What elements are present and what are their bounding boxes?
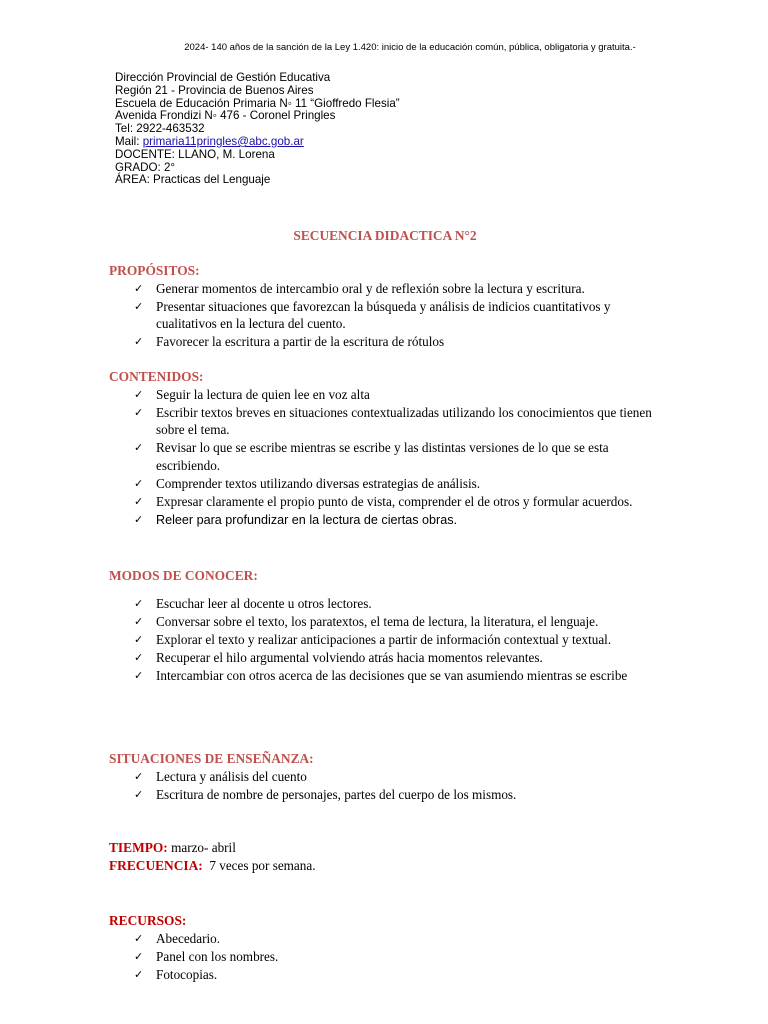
check-icon: ✓ (134, 335, 144, 348)
contenidos-section (109, 368, 669, 530)
list-item: ✓ Lectura y análisis del cuento (134, 768, 307, 784)
document-title: SECUENCIA DIDACTICA N°2 (293, 228, 477, 243)
tiempo-section (109, 839, 669, 874)
modos-section (109, 567, 669, 685)
check-icon: ✓ (134, 441, 144, 454)
list-item: ✓ Expresar claramente el propio punto de vista, comprender el de otros y formular acuerdos. (134, 493, 633, 509)
check-icon: ✓ (134, 931, 144, 945)
list-item: ✓ Seguir la lectura de quien lee en voz alta (134, 386, 370, 402)
header-area: ÁREA: Practicas del Lenguaje (115, 173, 271, 187)
frecuencia-label: FRECUENCIA: (109, 857, 203, 873)
header-teacher: DOCENTE: LLANO, M. Lorena (115, 147, 275, 161)
header-phone: Tel: 2922-463532 (115, 122, 205, 136)
list-item: ✓ Presentar situaciones que favorezcan la búsqueda y análisis de indicios cuantitativos y cualitativos en la lectura del cuento. (134, 298, 611, 331)
header-mail-row (115, 136, 400, 149)
check-icon: ✓ (134, 405, 144, 419)
check-icon: ✓ (134, 632, 144, 646)
check-icon: ✓ (134, 787, 144, 801)
check-icon: ✓ (134, 769, 144, 783)
check-icon: ✓ (134, 596, 144, 610)
frecuencia-value: 7 veces por semana. (202, 857, 316, 873)
check-icon: ✓ (134, 650, 144, 664)
propositos-section (109, 262, 669, 351)
list-item: ✓ Comprender textos utilizando diversas estrategias de análisis. (134, 475, 481, 491)
check-icon: ✓ (134, 476, 144, 490)
mail-label: Mail: (115, 134, 143, 148)
list-item: ✓ Escritura de nombre de personajes, partes del cuerpo de los mismos. (134, 786, 517, 802)
check-icon: ✓ (134, 281, 144, 295)
list-item: ✓ Panel con los nombres. (134, 948, 279, 964)
check-icon: ✓ (134, 614, 144, 628)
header-note: 2024- 140 años de la sanción de la Ley 1.420: inicio de la educación común, pública, obligatoria y gratuita.- (184, 42, 636, 53)
header-grade: GRADO: 2° (115, 160, 176, 174)
section-heading: PROPÓSITOS: (109, 263, 200, 278)
list-item: ✓ Abecedario. (134, 930, 221, 946)
school-header (115, 72, 400, 187)
check-icon: ✓ (134, 967, 144, 981)
header-line: Región 21 - Provincia de Buenos Aires (115, 83, 314, 97)
list-item: ✓ Explorar el texto y realizar anticipaciones a partir de información contextual y textual. (134, 631, 612, 647)
check-icon: ✓ (134, 512, 144, 526)
section-heading: MODOS DE CONOCER: (109, 568, 258, 583)
list-item: ✓ Intercambiar con otros acerca de las decisiones que se van asumiendo mientras se escribe (134, 667, 628, 683)
check-icon: ✓ (134, 494, 144, 508)
list-item: ✓ Generar momentos de intercambio oral y de reflexión sobre la lectura y escritura. (134, 280, 585, 296)
check-icon: ✓ (134, 299, 144, 313)
frecuencia-row (109, 857, 669, 875)
header-line: Escuela de Educación Primaria N◦ 11 “Gioffredo Flesia” (115, 96, 400, 110)
section-heading: SITUACIONES DE ENSEÑANZA: (109, 751, 314, 766)
list-item: ✓ Escuchar leer al docente u otros lectores. (134, 595, 372, 611)
tiempo-row (109, 839, 669, 857)
section-heading: RECURSOS: (109, 913, 187, 928)
list-item: ✓ Favorecer la escritura a partir de la escritura de rótulos (134, 334, 445, 349)
situaciones-section (109, 750, 669, 804)
section-heading: CONTENIDOS: (109, 369, 204, 384)
list-item: ✓ Fotocopias. (134, 966, 218, 982)
list-item: ✓ Escribir textos breves en situaciones contextualizadas utilizando los conocimientos que tienen sobre el tema. (134, 404, 652, 437)
recursos-section (109, 912, 669, 984)
header-line: Avenida Frondizi N◦ 476 - Coronel Pringles (115, 109, 336, 123)
header-line: Dirección Provincial de Gestión Educativa (115, 71, 331, 84)
list-item: ✓ Revisar lo que se escribe mientras se escribe y las distintas versiones de lo que se esta escribiendo. (134, 440, 609, 473)
mail-link[interactable]: primaria11pringles@abc.gob.ar (142, 134, 304, 148)
tiempo-label: TIEMPO: (109, 840, 168, 855)
list-item: ✓ Releer para profundizar en la lectura de ciertas obras. (134, 512, 458, 527)
check-icon: ✓ (134, 668, 144, 682)
check-icon: ✓ (134, 949, 144, 963)
check-icon: ✓ (134, 387, 144, 401)
list-item: ✓ Recuperar el hilo argumental volviendo atrás hacia momentos relevantes. (134, 649, 543, 665)
list-item: ✓ Conversar sobre el texto, los paratextos, el tema de lectura, la literatura, el lenguaje. (134, 613, 599, 629)
tiempo-value: marzo- abril (167, 840, 236, 855)
